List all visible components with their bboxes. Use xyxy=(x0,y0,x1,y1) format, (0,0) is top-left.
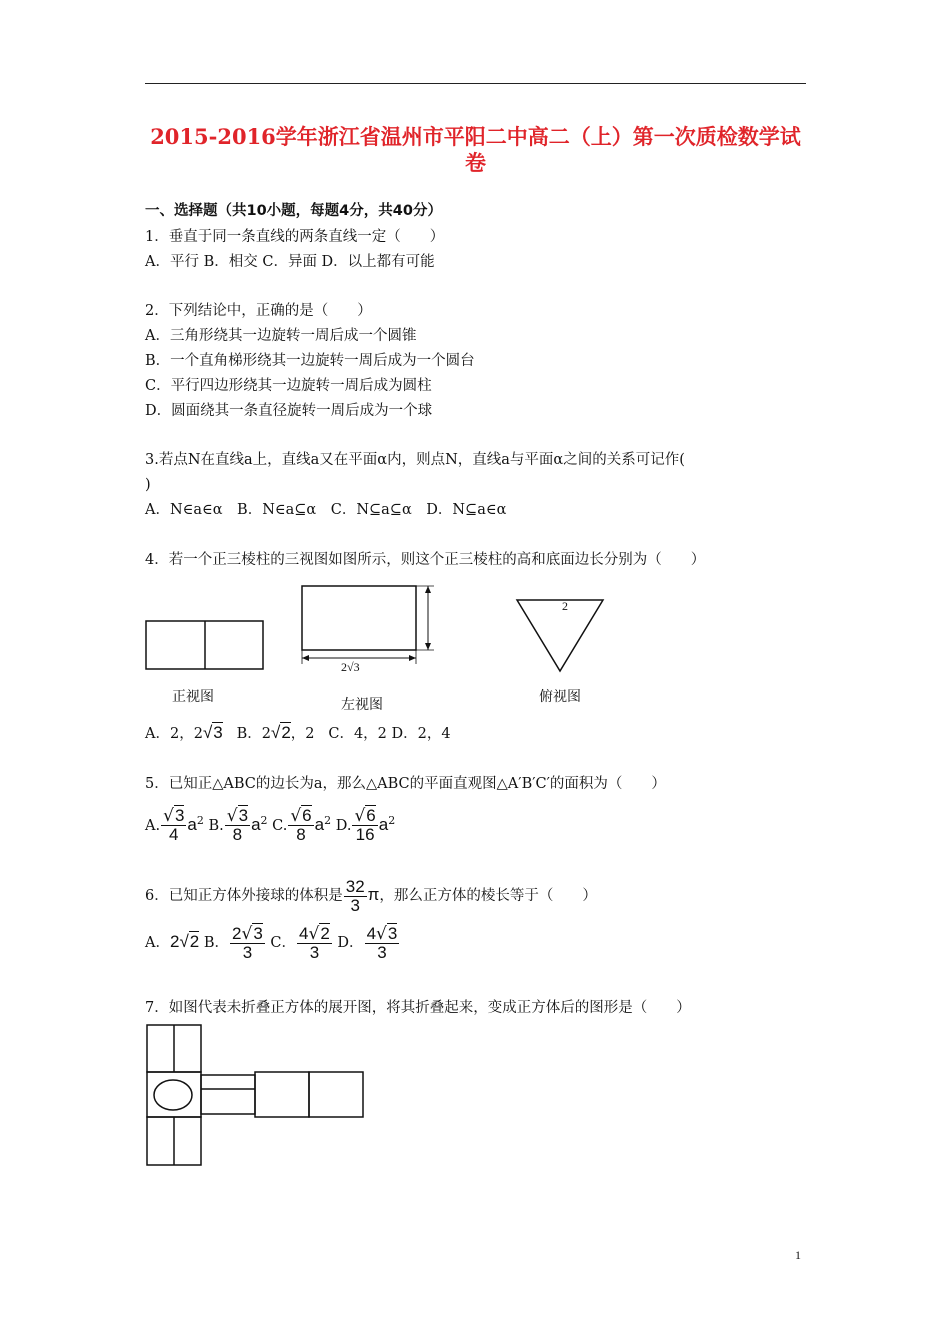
page-number: 1 xyxy=(795,1248,801,1262)
q5-options xyxy=(145,801,395,845)
q5-opt-d-num: 6 xyxy=(366,806,376,826)
q6-opt-a-label: A． xyxy=(145,935,170,951)
q6-opt-d-radicand: 3 xyxy=(387,923,398,943)
top-view-label: 俯视图 xyxy=(539,689,581,705)
q6-opt-a-radicand: 2 xyxy=(189,932,200,951)
q4-opt-b: B．2 xyxy=(236,726,271,742)
q4-opt-a: A．2，2 xyxy=(145,726,203,742)
height-arrow-bottom xyxy=(425,643,431,650)
q5-opt-a-var: a xyxy=(187,814,197,834)
q6-opt-b-frac: $\frac{2√3}{3}$ xyxy=(232,923,263,962)
net-face-strip xyxy=(201,1075,255,1114)
q5-opt-b-frac: $\frac{√3}{8}$ xyxy=(226,806,249,845)
q2-option-d: D．圆面绕其一条直径旋转一周后成为一个球 xyxy=(145,403,433,419)
q1-options: A．平行 B．相交 C．异面 D．以上都有可能 xyxy=(145,254,435,270)
q6-opt-c-coef: 4 xyxy=(299,923,309,943)
q5-opt-d-exp: 2 xyxy=(388,814,396,827)
q6-opt-d-label: D． xyxy=(337,935,364,951)
section-heading: 一、选择题（共10小题，每题4分，共40分） xyxy=(145,203,442,219)
q2-stem: 2．下列结论中，正确的是（ ） xyxy=(145,303,372,319)
net-face-right-1 xyxy=(255,1072,309,1117)
q5-opt-a-den: 4 xyxy=(169,825,179,845)
q4-stem: 4．若一个正三棱柱的三视图如图所示，则这个正三棱柱的高和底面边长分别为（ ） xyxy=(145,552,706,568)
q5-stem: 5．已知正△ABC的边长为a，那么△ABC的平面直观图△A′B′C′的面积为（ ） xyxy=(145,776,666,792)
q6-opt-b-den: 3 xyxy=(242,942,253,962)
q6-frac-den: 3 xyxy=(350,895,360,915)
front-view-label: 正视图 xyxy=(172,689,214,705)
q6-opt-a-coef: 2 xyxy=(169,932,180,951)
q6-opt-d-coef: 4 xyxy=(366,923,377,943)
q4-opt-b-radicand: 2 xyxy=(281,723,291,742)
radical-sign: √ xyxy=(202,723,213,742)
q6-opt-c-den: 3 xyxy=(309,942,320,962)
width-arrow-left xyxy=(302,655,309,661)
radical-sign: √ xyxy=(270,723,281,742)
q4-opt-a-radicand: 3 xyxy=(213,723,223,742)
q5-opt-b-exp: 2 xyxy=(260,814,268,827)
q3-stem: 3.若点N在直线a上，直线a又在平面α内，则点N，直线a与平面α之间的关系可记作( xyxy=(145,452,685,468)
q5-opt-c-num: 6 xyxy=(302,806,312,826)
dim-height-label: 2 xyxy=(562,599,568,613)
q1-stem: 1．垂直于同一条直线的两条直线一定（ ） xyxy=(145,229,445,245)
q5-opt-d-den: 16 xyxy=(355,825,375,845)
q6-opt-b-label: B． xyxy=(203,935,230,951)
q2-option-c: C．平行四边形绕其一边旋转一周后成为圆柱 xyxy=(145,378,432,394)
q5-opt-d-var: a xyxy=(378,814,389,834)
q6-frac-num: 32 xyxy=(345,876,365,896)
q6-opt-c-radicand: 2 xyxy=(320,923,330,943)
q5-opt-b-var: a xyxy=(251,814,261,834)
dim-width-label: 2√3 xyxy=(341,660,360,674)
q5-opt-a-frac: $\frac{√3}{4}$ xyxy=(163,806,185,845)
q2-option-b: B．一个直角梯形绕其一边旋转一周后成为一个圆台 xyxy=(145,353,475,369)
page-title: 2015-2016学年浙江省温州市平阳二中高二（上）第一次质检数学试卷 xyxy=(150,124,801,175)
q4-options xyxy=(145,723,451,744)
q6-pi: π xyxy=(367,885,380,904)
q5-opt-a-exp: 2 xyxy=(196,814,204,827)
q6-options xyxy=(145,922,400,966)
net-face-right-2 xyxy=(309,1072,363,1117)
height-arrow-top xyxy=(425,586,431,593)
q5-opt-c-label: C. xyxy=(272,817,288,834)
width-arrow-right xyxy=(409,655,416,661)
q5-opt-d-label: D. xyxy=(335,817,352,834)
q5-opt-a-num: 3 xyxy=(174,806,185,826)
q6-stem-pre: 6．已知正方体外接球的体积是 xyxy=(145,888,343,904)
q5-opt-b-num: 3 xyxy=(238,806,249,826)
q5-opt-a-label: A. xyxy=(145,817,161,834)
q5-opt-c-frac: $\frac{√6}{8}$ xyxy=(290,806,312,845)
side-view-rect xyxy=(302,586,416,650)
q5-opt-d-frac: $\frac{√6}{16}$ xyxy=(354,806,376,845)
q2-option-a: A．三角形绕其一边旋转一周后成一个圆锥 xyxy=(145,328,417,344)
q5-opt-b-den: 8 xyxy=(232,825,243,845)
q6-volume-frac xyxy=(344,878,367,915)
q6-opt-c-frac: $\frac{4√2}{3}$ xyxy=(299,923,330,962)
header-rule xyxy=(145,83,806,84)
q7-cube-net xyxy=(140,1020,370,1172)
q4-opt-cd: C．4，2 D．2，4 xyxy=(328,726,451,742)
q5-opt-c-den: 8 xyxy=(296,825,306,845)
q3-stem-cont: ) xyxy=(145,477,151,493)
q6-opt-d-frac: $\frac{4√3}{3}$ xyxy=(366,923,398,962)
q5-opt-b-label: B. xyxy=(208,817,224,834)
q6-stem xyxy=(145,875,597,917)
radical-sign: √ xyxy=(179,932,189,951)
q5-opt-c-var: a xyxy=(314,814,325,834)
q4-opt-b-tail: ，2 xyxy=(290,726,315,742)
q3-options: A．N∈a∈α B．N∈a⊆α C．N⊆a⊆α D．N⊆a∈α xyxy=(145,502,507,518)
net-face-circle xyxy=(154,1080,192,1110)
top-view-triangle xyxy=(517,600,603,671)
q5-opt-c-exp: 2 xyxy=(324,814,332,827)
q6-opt-b-radicand: 3 xyxy=(253,923,263,943)
q6-stem-post: ，那么正方体的棱长等于（ ） xyxy=(379,888,597,904)
q6-opt-d-den: 3 xyxy=(377,942,387,962)
side-view-label: 左视图 xyxy=(341,697,383,713)
q7-stem: 7．如图代表未折叠正方体的展开图，将其折叠起来，变成正方体后的图形是（ ） xyxy=(145,1000,691,1016)
q6-opt-c-label: C． xyxy=(270,935,297,951)
q6-opt-b-coef: 2 xyxy=(232,923,242,943)
